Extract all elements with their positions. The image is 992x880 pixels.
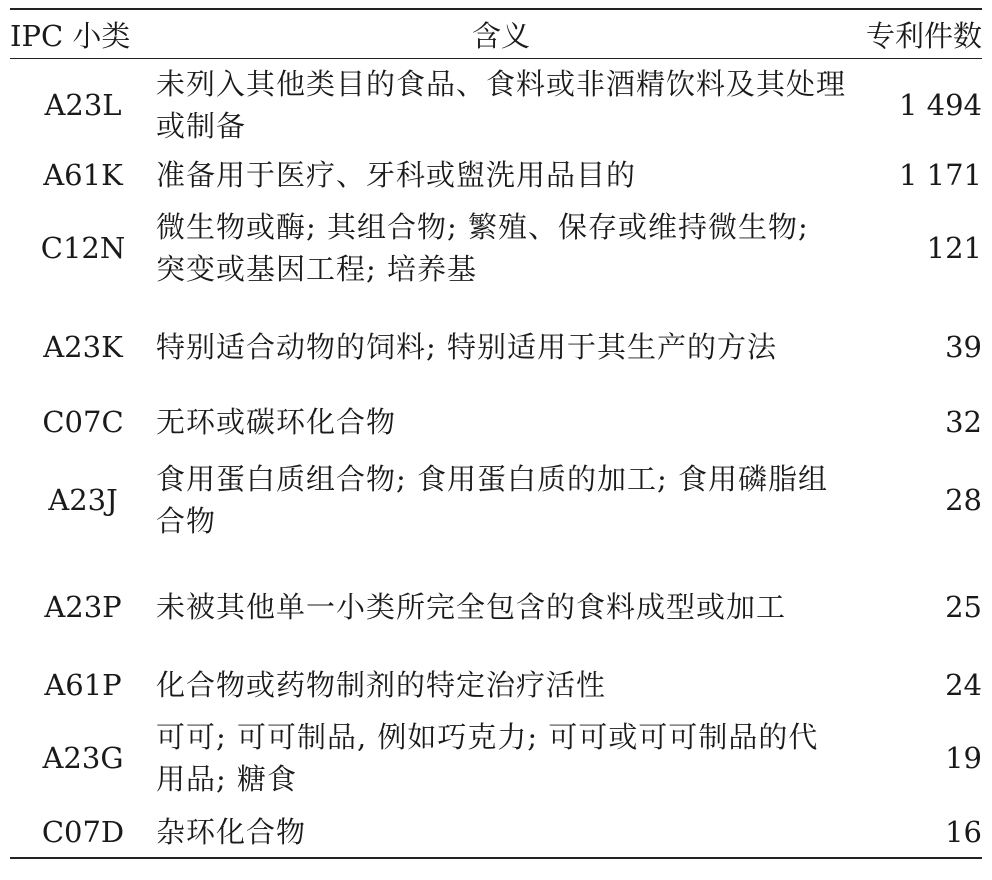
- patent-count: 1 494: [898, 88, 982, 122]
- ipc-meaning: 微生物或酶; 其组合物; 繁殖、保存或维持微生物; 突变或基因工程; 培养基: [156, 210, 809, 286]
- ipc-code: A23L: [44, 88, 122, 122]
- table-row: [10, 807, 982, 858]
- patent-count: 39: [945, 330, 982, 364]
- patent-count: 28: [945, 483, 982, 517]
- patent-count: 121: [926, 231, 982, 265]
- ipc-code: A23J: [48, 483, 118, 517]
- ipc-patent-table: [10, 8, 982, 859]
- table-row: [10, 59, 982, 152]
- ipc-meaning: 无环或碳环化合物: [156, 405, 397, 439]
- header-patent-count: 专利件数: [846, 9, 982, 59]
- patent-count: 24: [945, 668, 982, 702]
- header-meaning: 含义: [156, 9, 846, 59]
- table-row: [10, 553, 982, 661]
- patent-count: 1 171: [898, 158, 982, 192]
- table-row: [10, 397, 982, 447]
- ipc-meaning: 可可; 可可制品, 例如巧克力; 可可或可可制品的代用品; 糖食: [156, 720, 819, 796]
- ipc-meaning: 未被其他单一小类所完全包含的食料成型或加工: [156, 590, 787, 624]
- ipc-code: C07D: [10, 807, 156, 858]
- patent-count: 25: [945, 590, 982, 624]
- table-row: [10, 297, 982, 397]
- ipc-meaning: 特别适合动物的饲料; 特别适用于其生产的方法: [156, 330, 777, 364]
- patent-count: 16: [846, 807, 982, 858]
- header-ipc-subclass: IPC 小类: [10, 9, 156, 59]
- ipc-code: C12N: [40, 231, 126, 265]
- ipc-code: C07C: [42, 405, 124, 439]
- ipc-meaning: 杂环化合物: [156, 807, 846, 858]
- ipc-meaning: 化合物或药物制剂的特定治疗活性: [156, 668, 607, 702]
- header-row: [10, 9, 982, 59]
- table-row: [10, 709, 982, 807]
- table-row: [10, 447, 982, 553]
- table-header: [10, 9, 982, 59]
- ipc-code: A61K: [43, 158, 123, 192]
- patent-count: 32: [945, 405, 982, 439]
- ipc-code: A61P: [44, 668, 122, 702]
- ipc-meaning: 准备用于医疗、牙科或盥洗用品目的: [156, 158, 637, 192]
- table-row: [10, 151, 982, 199]
- ipc-code: A23P: [44, 590, 122, 624]
- ipc-code: A23G: [42, 741, 124, 775]
- table-body: [10, 59, 982, 859]
- ipc-meaning: 食用蛋白质组合物; 食用蛋白质的加工; 食用磷脂组合物: [156, 462, 828, 538]
- ipc-meaning: 未列入其他类目的食品、食料或非酒精饮料及其处理或制备: [156, 67, 847, 143]
- table-row: [10, 661, 982, 709]
- table-row: [10, 199, 982, 297]
- patent-count: 19: [945, 741, 982, 775]
- ipc-code: A23K: [43, 330, 123, 364]
